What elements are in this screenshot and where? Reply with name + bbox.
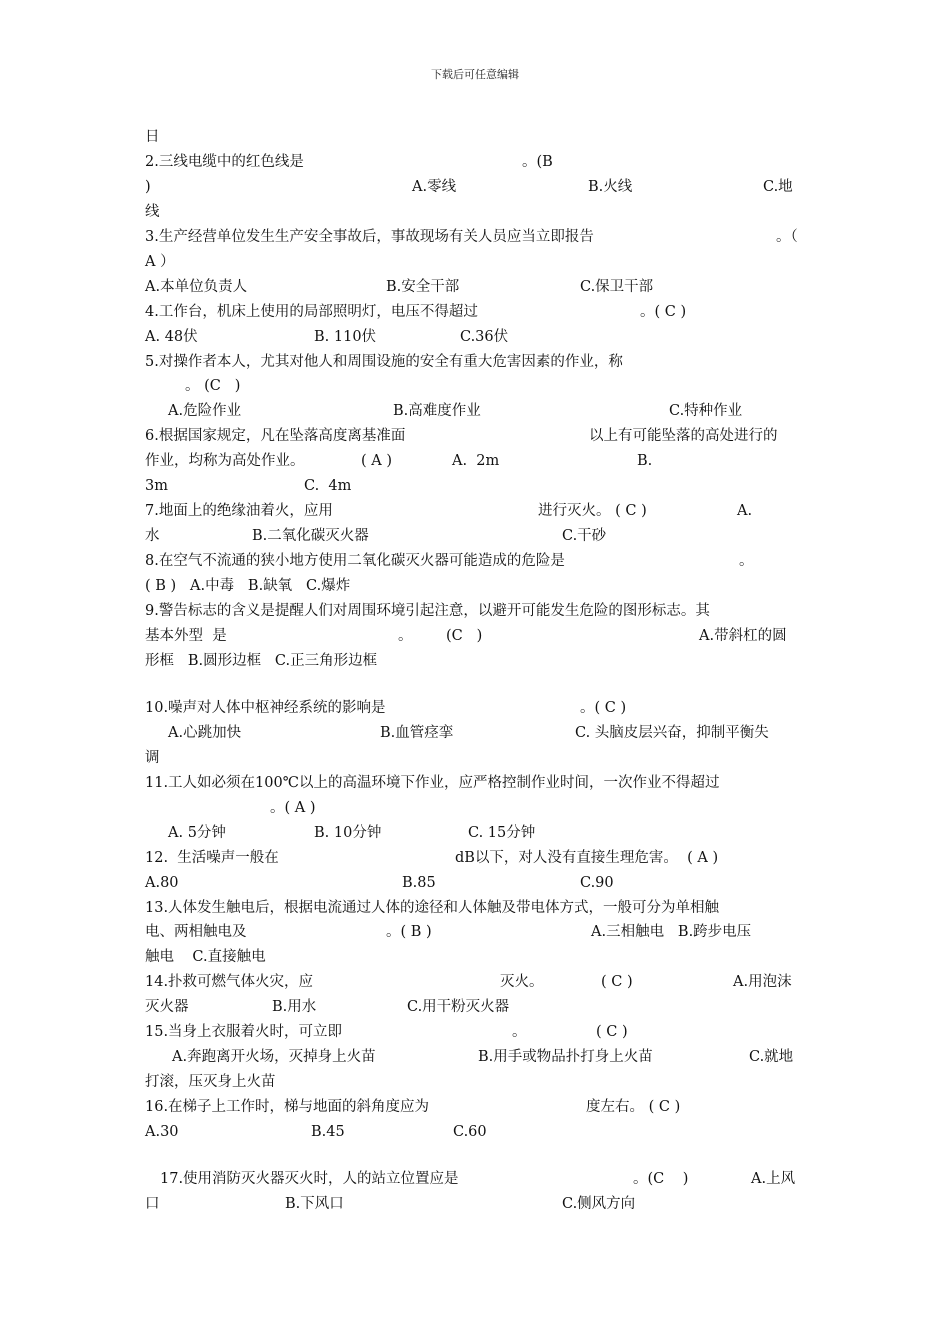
text-line-segment: A.本单位负责人 <box>145 279 248 295</box>
text-line-segment: 电、两相触电及 <box>145 924 247 940</box>
text-line-segment: 3m <box>145 478 168 494</box>
text-line-segment: 14.扑救可燃气体火灾，应 <box>145 974 314 990</box>
text-line-segment: A.心跳加快 <box>168 725 242 741</box>
text-line-segment: 12. 生活噪声一般在 <box>145 850 279 866</box>
text-line-segment: 调 <box>145 750 160 766</box>
text-line-segment: 7.地面上的绝缘油着火，应用 <box>145 503 333 519</box>
text-line-segment: A.80 <box>145 875 179 891</box>
text-line-segment: 9.警告标志的含义是提醒人们对周围环境引起注意，以避开可能发生危险的图形标志。其 <box>145 603 710 619</box>
text-line-segment: A. 5分钟 <box>168 825 226 841</box>
text-line-segment: 进行灭火。 ( C ) <box>538 503 647 519</box>
text-line-segment: B.火线 <box>588 179 633 195</box>
text-line-segment: 10.噪声对人体中枢神经系统的影响是 <box>145 700 386 716</box>
text-line-segment: A.危险作业 <box>168 403 242 419</box>
text-line-segment: 。 <box>739 553 754 569</box>
text-line-segment: 以上有可能坠落的高处进行的 <box>589 428 778 444</box>
text-line-segment: B. <box>637 453 653 469</box>
text-line-segment: A. <box>737 503 753 519</box>
text-line-segment: A.三相触电 B.跨步电压 <box>591 924 752 940</box>
text-line-segment: 4.工作台，机床上使用的局部照明灯，电压不得超过 <box>145 304 478 320</box>
text-line-segment: 5.对操作者本人，尤其对他人和周围设施的安全有重大危害因素的作业，称 <box>145 354 623 370</box>
text-line-segment: 日 <box>145 129 160 145</box>
text-line-segment: (C ) <box>446 628 483 644</box>
text-line-segment: A ） <box>145 254 175 270</box>
text-line-segment: 。( B ) <box>386 924 432 940</box>
text-line-segment: C.特种作业 <box>669 403 743 419</box>
text-line-segment: A. 2m <box>452 453 500 469</box>
text-line-segment: 。( A ) <box>270 800 316 816</box>
text-line-segment: B.二氧化碳灭火器 <box>252 528 369 544</box>
text-line-segment: A.用泡沫 <box>733 974 792 990</box>
page-header: 下载后可任意编辑 <box>431 68 519 81</box>
text-line-segment: 基本外型 是 <box>145 628 227 644</box>
text-line-segment: 灭火器 <box>145 999 189 1015</box>
text-line-segment: 水 <box>145 528 160 544</box>
text-line-segment: dB以下，对人没有直接生理危害。 ( A ) <box>455 850 719 866</box>
text-line-segment: C.90 <box>580 875 614 891</box>
text-line-segment: ( C ) <box>601 974 633 990</box>
text-line-segment: B. 10分钟 <box>314 825 382 841</box>
text-line-segment: 。( C ) <box>640 304 687 320</box>
text-line-segment: A. 48伏 <box>145 329 198 345</box>
text-line-segment: C.保卫干部 <box>580 279 654 295</box>
text-line-segment: C.36伏 <box>460 329 509 345</box>
text-line-segment: C.就地 <box>749 1049 794 1065</box>
text-line-segment: 。 (C ) <box>185 378 241 394</box>
text-line-segment: A.30 <box>145 1124 179 1140</box>
text-line-segment: 线 <box>145 204 160 220</box>
text-line-segment: B.下风口 <box>285 1196 344 1212</box>
text-line-segment: 6.根据国家规定，凡在坠落高度离基准面 <box>145 428 406 444</box>
text-line-segment: 16.在梯子上工作时，梯与地面的斜角度应为 <box>145 1099 430 1115</box>
text-line-segment: 。 <box>512 1024 527 1040</box>
text-line-segment: 口 <box>145 1196 160 1212</box>
text-line-segment: C.用干粉灭火器 <box>407 999 510 1015</box>
text-line-segment: ( C ) <box>596 1024 628 1040</box>
text-line-segment: 13.人体发生触电后，根据电流通过人体的途径和人体触及带电体方式，一般可分为单相触 <box>145 900 720 916</box>
text-line-segment: C.60 <box>453 1124 487 1140</box>
text-line-segment: 打滚，压灭身上火苗 <box>145 1074 276 1090</box>
text-line-segment: C. 头脑皮层兴奋，抑制平衡失 <box>575 725 769 741</box>
text-line-segment: C. 15分钟 <box>468 825 536 841</box>
text-line-segment: A.带斜杠的圆 <box>699 628 787 644</box>
text-line-segment: A.零线 <box>412 179 457 195</box>
text-line-segment: ) <box>145 179 151 195</box>
text-line-segment: C.地 <box>763 179 793 195</box>
text-line-segment: 17.使用消防灭火器灭火时，人的站立位置应是 <box>160 1171 459 1187</box>
text-line-segment: C.侧风方向 <box>562 1196 636 1212</box>
text-line-segment: B.安全干部 <box>386 279 460 295</box>
text-line-segment: 15.当身上衣服着火时，可立即 <box>145 1024 343 1040</box>
text-line-segment: A.奔跑离开火场，灭掉身上火苗 <box>172 1049 376 1065</box>
text-line-segment: B.用水 <box>272 999 317 1015</box>
text-line-segment: B.血管痉挛 <box>380 725 454 741</box>
text-line-segment: 11.工人如必须在100℃以上的高温环境下作业，应严格控制作业时间，一次作业不得超过 <box>145 775 720 791</box>
text-line-segment: ( A ) <box>361 453 393 469</box>
text-line-segment: 2.三线电缆中的红色线是 <box>145 154 304 170</box>
text-line-segment: B. 110伏 <box>314 329 377 345</box>
text-line-segment: 形框 B.圆形边框 C.正三角形边框 <box>145 653 378 669</box>
text-line-segment: 8.在空气不流通的狭小地方使用二氧化碳灭火器可能造成的危险是 <box>145 553 565 569</box>
text-line-segment: 。（ <box>776 229 798 245</box>
text-line-segment: ( B ) A.中毒 B.缺氧 C.爆炸 <box>145 578 351 594</box>
text-line-segment: 作业，均称为高处作业。 <box>145 453 305 469</box>
text-line-segment: 。(C ) <box>633 1171 689 1187</box>
text-line-segment: 3.生产经营单位发生生产安全事故后，事故现场有关人员应当立即报告 <box>145 229 594 245</box>
text-line-segment: C.干砂 <box>562 528 607 544</box>
text-line-segment: C. 4m <box>304 478 352 494</box>
text-line-segment: 灭火。 <box>500 974 544 990</box>
text-line-segment: 。 <box>398 628 413 644</box>
text-line-segment: A.上风 <box>751 1171 796 1187</box>
text-line-segment: 。( C ) <box>580 700 627 716</box>
text-line-segment: 触电 C.直接触电 <box>145 949 266 965</box>
text-line-segment: 。(B <box>522 154 553 170</box>
text-line-segment: B.用手或物品扑打身上火苗 <box>478 1049 653 1065</box>
text-line-segment: B.45 <box>311 1124 345 1140</box>
text-line-segment: B.85 <box>402 875 436 891</box>
text-line-segment: B.高难度作业 <box>393 403 481 419</box>
text-line-segment: 度左右。 ( C ) <box>586 1099 681 1115</box>
